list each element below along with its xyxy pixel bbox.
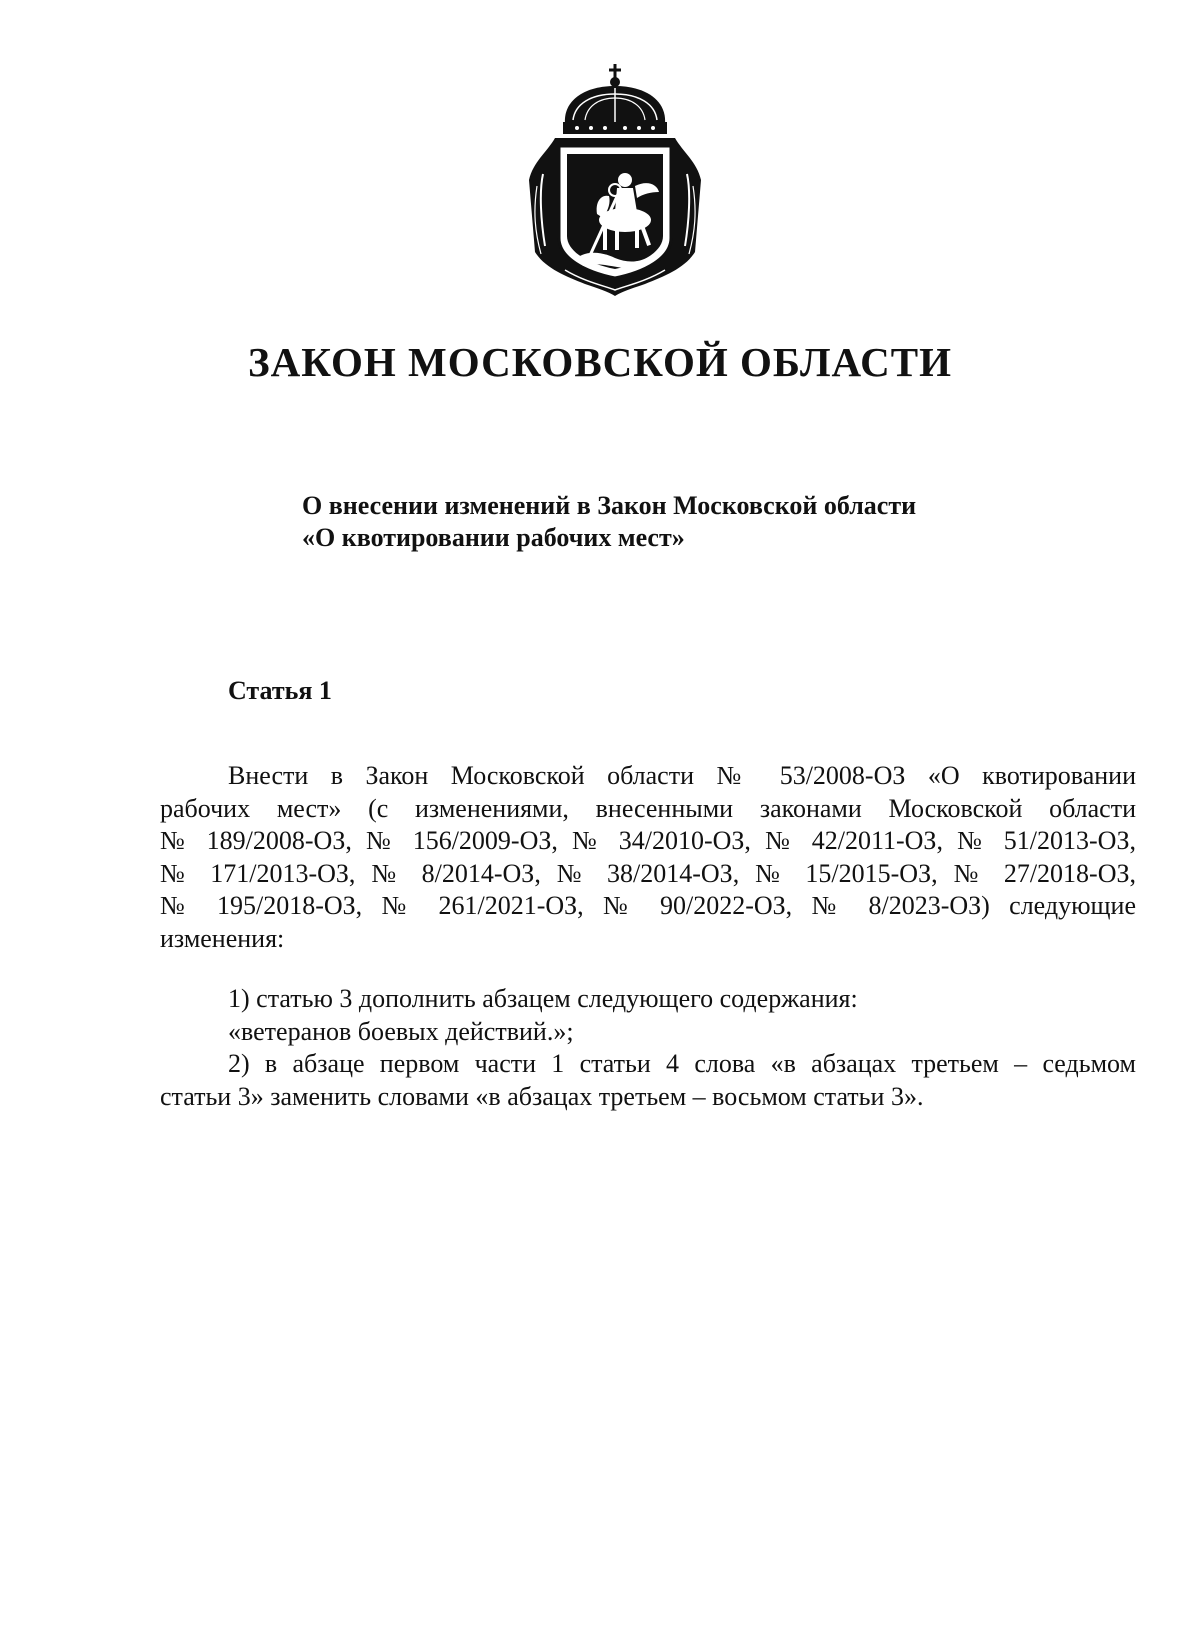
paragraph-line: изменения:	[160, 923, 285, 953]
amendment-item-2-continued: статьи 3» заменить словами «в абзацах третьем – восьмом статьи 3».	[160, 1081, 924, 1111]
crown-icon	[563, 64, 667, 134]
coat-of-arms-icon	[525, 62, 705, 298]
paragraph-line: рабочих мест» (с изменениями, внесенными законами Московской области	[160, 793, 1136, 823]
article-heading: Статья 1	[228, 676, 332, 705]
document-subject	[302, 490, 1022, 554]
paragraph-line: № 195/2018-ОЗ, № 261/2021-ОЗ, № 90/2022-ОЗ, № 8/2023-ОЗ) следующие	[160, 891, 1136, 921]
subject-line: О внесении изменений в Закон Московской области	[302, 491, 917, 520]
subject-line: «О квотировании рабочих мест»	[302, 523, 685, 552]
amendment-item-1-quote: «ветеранов боевых действий.»;	[228, 1016, 574, 1046]
paragraph-line: № 171/2013-ОЗ, № 8/2014-ОЗ, № 38/2014-ОЗ, № 15/2015-ОЗ, № 27/2018-ОЗ,	[160, 858, 1136, 888]
paragraph-line: Внести в Закон Московской области № 53/2008-ОЗ «О квотировании	[228, 761, 1136, 790]
amendment-item-2: 2) в абзаце первом части 1 статьи 4 слова «в абзацах третьем – седьмом	[228, 1049, 1136, 1079]
amendment-item-1: 1) статью 3 дополнить абзацем следующего содержания:	[228, 984, 858, 1013]
document-title: ЗАКОН МОСКОВСКОЙ ОБЛАСТИ	[248, 339, 952, 385]
article-intro-paragraph	[160, 760, 1136, 956]
paragraph-line: № 189/2008-ОЗ, № 156/2009-ОЗ, № 34/2010-ОЗ, № 42/2011-ОЗ, № 51/2013-ОЗ,	[160, 826, 1136, 856]
amendment-items	[160, 983, 1136, 1113]
